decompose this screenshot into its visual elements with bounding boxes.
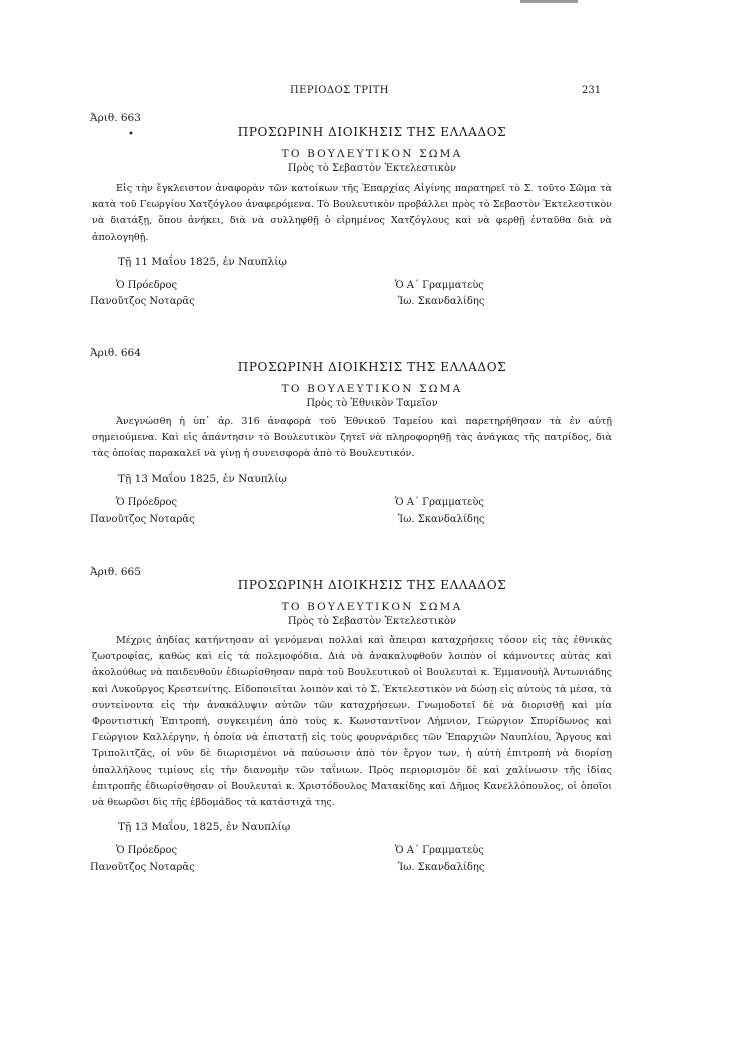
document-date: Τῇ 13 Μαΐου 1825, ἐν Ναυπλίῳ	[118, 473, 287, 485]
document-date: Τῇ 13 Μαΐου, 1825, ἐν Ναυπλίῳ	[118, 821, 291, 833]
secretary-title: Ὁ Α΄ Γραμματεὺς	[395, 280, 484, 291]
secretary-title: Ὁ Α΄ Γραμματεὺς	[395, 497, 484, 508]
addressee: Πρὸς τὸ Σεβαστὸν Ἐκτελεστικὸν	[287, 616, 457, 627]
document-text	[92, 181, 612, 246]
secretary-title: Ὁ Α΄ Γραμματεὺς	[395, 845, 484, 856]
document-heading: ΠΡΟΣΩΡΙΝΗ ΔΙΟΙΚΗΣΙΣ ΤΗΣ ΕΛΛΑΔΟΣ	[237, 578, 507, 592]
president-title: Ὁ Πρόεδρος	[116, 280, 178, 291]
document-number: Ἀριθ. 665	[90, 566, 141, 578]
running-head-title: ΠΕΡΙΟΔΟΣ ΤΡΙΤΗ	[290, 85, 389, 96]
president-name: Πανοῦτζος Νοταρᾶς	[90, 862, 195, 873]
document-paragraph: Ἀνεγνώσθη ἡ ὑπ᾽ ἀρ. 316 ἀναφορὰ τοῦ Ἐθνικοῦ Ταμείου καὶ παρετηρήθησαν τὰ ἐν αὐτῇ σημειούμενα. Καὶ εἰς ἀπάντησιν τὸ Βουλευτικὸν ζητεῖ νὰ πληροφορηθῇ τὰς ἀνάγκας τῆς πατρίδος, διὰ τὰς ὁποίας παρακαλεῖ νὰ γίνῃ ἡ συνεισφορὰ ἀπὸ τὸ Βουλευτικόν.	[92, 416, 612, 460]
secretary-name: Ἰω. Σκανδαλίδης	[398, 862, 485, 873]
document-number: Ἀριθ. 664	[90, 347, 141, 359]
scan-mark	[520, 0, 578, 3]
addressee: Πρὸς τὸ Ἐθνικὸν Ταμεῖον	[306, 398, 438, 409]
president-name: Πανοῦτζος Νοταρᾶς	[90, 514, 195, 525]
bullet-mark: •	[128, 129, 134, 140]
addressee: Πρὸς τὸ Σεβαστὸν Ἐκτελεστικὸν	[287, 163, 457, 174]
document-heading: ΠΡΟΣΩΡΙΝΗ ΔΙΟΙΚΗΣΙΣ ΤΗΣ ΕΛΛΑΔΟΣ	[237, 125, 507, 139]
document-number: Ἀριθ. 663	[90, 112, 141, 124]
document-paragraph: Μέχρις ἀηδίας κατήντησαν αἱ γενόμεναι πολλαὶ καὶ ἄπειραι καταχρήσεις τόσον εἰς τὰς ἐθνικὰς ζωοτροφίας, καθὼς καὶ εἰς τὰ πολεμοφόδια. Διὰ νὰ ἀνακαλυφθοῦν λοιπὸν οἱ κάμνοντες αὐτὰς καὶ ἀκολούθως νὰ παιδευθοῦν ἐδιωρίσθησαν παρὰ τοῦ Βουλευτικοῦ οἱ Βουλευταὶ κ. Ἐμμανουὴλ Ἀντωνιάδης καὶ Λυκοῦργος Κρεστενίτης. Εἰδοποιεῖται λοιπὸν καὶ τὸ Σ. Ἐκτελεστικὸν νὰ δώσῃ εἰς αὐτοὺς τὰ μέσα, τὰ συντείνοντα εἰς τὴν ἀνακάλυψιν αὐτῶν τῶν καταχρήσεων. Γνωμοδοτεῖ δὲ νὰ διορισθῇ καὶ μία Φροντιστικὴ Ἐπιτροπή, συγκειμένη ἀπὸ τοὺς κ. Κωνσταντῖνον Λήμνιον, Γεώργιον Σπυρίδωνος καὶ Γεώργιον Καλλέργην, ἡ ὁποία νὰ ἐπιστατῇ εἰς τοὺς φουρνάριδες τῶν Ἐπαρχιῶν Ναυπλίου, Ἄργους καὶ Τριπολιτζᾶς, οἱ νῦν δὲ διωρισμένοι νὰ παύσωσιν ἀπὸ τὸν ἔργον των, ἡ αὐτὴ ἐπιτροπὴ νὰ διορίσῃ ὑπαλλήλους τιμίους εἰς τὴν διανομὴν τῶν ταΐνιων. Πρὸς περιορισμὸν δὲ καὶ χαλίνωσιν τῆς ἰδίας ἐπιτροπῆς ἐδιωρίσθησαν οἱ Βουλευταὶ κ. Χριστόδουλος Ματακίδης καὶ Δῆμος Κανελλόπουλος, οἱ ὁποῖοι νὰ θεωρῶσι δὶς τῆς ἑβδομάδος τὰ κατάστιχά της.	[92, 635, 612, 809]
running-head	[0, 85, 744, 99]
body-name: ΤΟ ΒΟΥΛΕΥΤΙΚΟΝ ΣΩΜΑ	[281, 601, 463, 613]
document-text	[92, 633, 612, 811]
president-title: Ὁ Πρόεδρος	[116, 845, 178, 856]
document-paragraph: Εἰς τὴν ἔγκλειστον ἀναφορὰν τῶν κατοίκων τῆς Ἐπαρχίας Αἰγίνης παρατηρεῖ τὸ Σ. τοῦτο Σῶμα τὰ κατὰ τοῦ Γεωργίου Χατζόγλου ἀναφερόμενα. Τὸ Βουλευτικὸν προβάλλει πρὸς τὸ Σεβαστὸν Ἐκτελεστικὸν νὰ διατάξῃ, ὅπου ἀνήκει, διὰ νὰ συλληφθῇ ὁ εἰρημένος Χατζόγλους καὶ νὰ φερθῇ ἐνταῦθα διὰ νὰ ἀπολογηθῇ.	[92, 183, 612, 243]
document-text	[92, 414, 612, 463]
body-name: ΤΟ ΒΟΥΛΕΥΤΙΚΟΝ ΣΩΜΑ	[281, 383, 463, 395]
document-heading: ΠΡΟΣΩΡΙΝΗ ΔΙΟΙΚΗΣΙΣ ΤΗΣ ΕΛΛΑΔΟΣ	[237, 360, 507, 374]
president-title: Ὁ Πρόεδρος	[116, 497, 178, 508]
secretary-name: Ἰω. Σκανδαλίδης	[398, 296, 485, 307]
secretary-name: Ἰω. Σκανδαλίδης	[398, 514, 485, 525]
president-name: Πανοῦτζος Νοταρᾶς	[90, 296, 195, 307]
body-name: ΤΟ ΒΟΥΛΕΥΤΙΚΟΝ ΣΩΜΑ	[281, 148, 463, 160]
document-date: Τῇ 11 Μαΐου 1825, ἐν Ναυπλίῳ	[118, 256, 287, 268]
page-number: 231	[582, 85, 602, 96]
